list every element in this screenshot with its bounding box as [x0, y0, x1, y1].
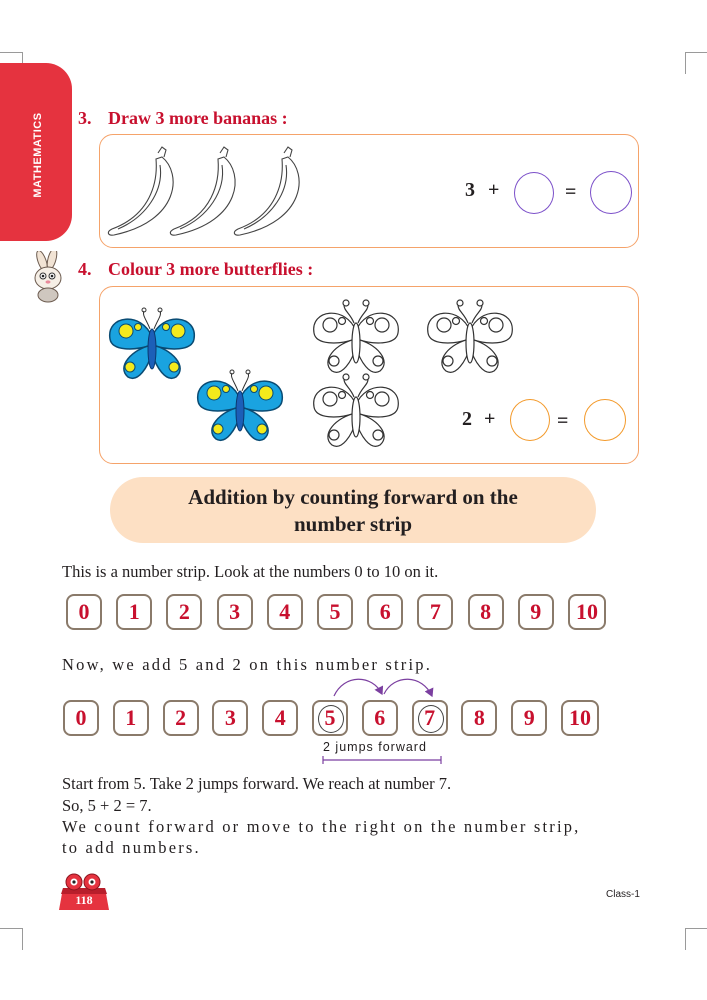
- rabbit-mascot-icon: [28, 251, 74, 303]
- crop-mark: [685, 52, 686, 74]
- page-number: 118: [75, 893, 93, 907]
- strip-number: 3: [224, 705, 236, 730]
- banana-icon: [108, 147, 173, 235]
- strip-number: 7: [429, 599, 441, 624]
- strip-box-1: [116, 594, 152, 630]
- jump-arrow-2: [384, 679, 432, 696]
- strip-number: 3: [229, 599, 241, 624]
- equation-plus-sign: +: [488, 179, 500, 201]
- strip-box-5: [312, 700, 348, 736]
- strip-box-0: [63, 700, 99, 736]
- strip-number: 0: [75, 705, 87, 730]
- strip-number: 10: [576, 599, 598, 624]
- crop-mark: [685, 928, 707, 929]
- strip-box-10: [561, 700, 599, 736]
- strip-box-5: [317, 594, 353, 630]
- answer-circle-sum[interactable]: [590, 171, 632, 214]
- question-3-heading: [78, 108, 288, 129]
- butterfly-drawings: [100, 287, 638, 463]
- question-number: 4.: [78, 259, 92, 279]
- strip-box-4: [262, 700, 298, 736]
- banana-icon: [170, 147, 235, 235]
- answer-circle-addend[interactable]: [514, 172, 554, 214]
- crop-mark: [22, 928, 23, 950]
- equation-first-number: 2: [462, 408, 472, 430]
- strip-box-8: [468, 594, 504, 630]
- side-tab-label: MATHEMATICS: [32, 112, 44, 198]
- bananas-panel: [99, 134, 639, 248]
- strip-number: 6: [374, 705, 386, 730]
- equation-first-number: 3: [465, 179, 475, 201]
- equation-plus-sign: +: [484, 408, 496, 430]
- banana-drawings: [104, 143, 314, 243]
- strip-number: 8: [473, 705, 485, 730]
- strip-box-7: [417, 594, 453, 630]
- strip-box-0: [66, 594, 102, 630]
- explain-line-1: Start from 5. Take 2 jumps forward. We reach at number 7.: [62, 774, 452, 793]
- strip-number: 4: [274, 705, 286, 730]
- explain-line-4: to add numbers.: [62, 838, 201, 857]
- section-title-line2: number strip: [293, 512, 413, 536]
- coloured-butterfly-icon: [110, 308, 195, 378]
- equation-equals-sign: =: [557, 410, 569, 432]
- strip-number: 9: [530, 599, 542, 624]
- strip-box-3: [217, 594, 253, 630]
- jump-arrows: [320, 672, 450, 702]
- crop-mark: [685, 928, 686, 950]
- strip-number: 5: [329, 599, 341, 624]
- strip-number: 1: [125, 705, 137, 730]
- strip-box-7: [412, 700, 448, 736]
- strip-number: 7: [424, 705, 436, 730]
- strip-box-4: [267, 594, 303, 630]
- strip-box-9: [518, 594, 554, 630]
- strip-number: 4: [279, 599, 291, 624]
- question-text: Colour 3 more butterflies :: [108, 259, 314, 279]
- jump-arrow-1: [334, 679, 382, 696]
- uncoloured-butterfly-icon: [314, 374, 399, 446]
- crop-mark: [0, 928, 22, 929]
- strip-box-2: [163, 700, 199, 736]
- page-number-badge: [57, 872, 111, 912]
- equation-equals-sign: =: [565, 181, 577, 203]
- strip-box-6: [367, 594, 403, 630]
- answer-circle-addend[interactable]: [510, 399, 550, 441]
- section-title-band: [110, 477, 596, 543]
- strip-box-2: [166, 594, 202, 630]
- banana-icon: [234, 147, 299, 235]
- uncoloured-butterfly-icon: [428, 300, 513, 372]
- strip-box-1: [113, 700, 149, 736]
- strip-box-6: [362, 700, 398, 736]
- strip-number: 8: [480, 599, 492, 624]
- strip-number: 9: [523, 705, 535, 730]
- jumps-span-bracket: [322, 756, 442, 764]
- butterflies-panel: [99, 286, 639, 464]
- crop-mark: [0, 52, 22, 53]
- question-4-heading: [78, 259, 313, 280]
- uncoloured-butterfly-icon: [314, 300, 399, 372]
- strip-number: 6: [379, 599, 391, 624]
- strip-number: 10: [569, 705, 591, 730]
- section-title-line1: Addition by counting forward on the: [188, 485, 518, 509]
- intro-text: This is a number strip. Look at the numbers 0 to 10 on it.: [62, 562, 439, 581]
- subject-side-tab: [0, 63, 72, 241]
- coloured-butterfly-icon: [198, 370, 283, 440]
- strip-box-3: [212, 700, 248, 736]
- strip-box-8: [461, 700, 497, 736]
- explain-line-2: So, 5 + 2 = 7.: [62, 796, 152, 815]
- strip-box-10: [568, 594, 606, 630]
- explain-line-3: We count forward or move to the right on the number strip,: [62, 817, 581, 836]
- now-text: Now, we add 5 and 2 on this number strip.: [62, 655, 433, 674]
- strip-number: 1: [128, 599, 140, 624]
- strip-box-9: [511, 700, 547, 736]
- crop-mark: [685, 52, 707, 53]
- strip-number: 0: [78, 599, 90, 624]
- question-text: Draw 3 more bananas :: [108, 108, 288, 128]
- strip-number: 5: [324, 705, 336, 730]
- jumps-forward-label: 2 jumps forward: [323, 740, 427, 754]
- strip-number: 2: [178, 599, 190, 624]
- class-label: Class-1: [606, 889, 640, 900]
- question-number: 3.: [78, 108, 92, 128]
- answer-circle-sum[interactable]: [584, 399, 626, 441]
- strip-number: 2: [175, 705, 187, 730]
